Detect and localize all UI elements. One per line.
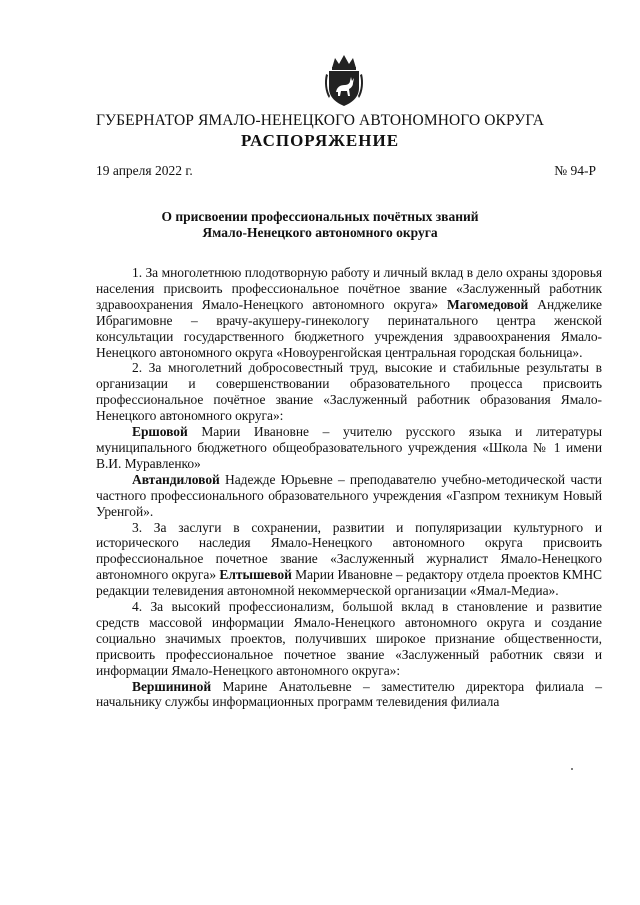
document-type: РАСПОРЯЖЕНИЕ [240, 131, 400, 150]
paragraph-2b [96, 472, 602, 520]
document-subject [0, 209, 640, 241]
paragraph-1-name: Магомедовой [447, 296, 529, 312]
paragraph-3 [96, 520, 602, 600]
subject-line-1: О присвоении профессиональных почётных званий [161, 209, 479, 224]
paragraph-2b-name: Автандиловой [132, 471, 220, 487]
paragraph-3-pre: 3. За заслуги в сохранении, развитии и популяризации культурного и исторического наследия Ямало-Ненецкого автономного округа присвоить профессиональное почетное звание «Заслуженный журналист Ямало-Ненецкого автономного округа» [96, 519, 602, 583]
paragraph-2b-post: Надежде Юрьевне – преподавателю учебно-методической части частного профессионального образовательного учреждения «Газпром техникум Новый Уренгой». [96, 471, 602, 519]
coat-of-arms-icon [323, 52, 365, 108]
paragraph-4a-post: Марине Анатольевне – заместителю директора филиала – начальнику службы информационных программ телевидения филиала [96, 678, 602, 710]
paragraph-2: 2. За многолетний добросовестный труд, высокие и стабильные результаты в организации и совершенствовании образовательного процесса присвоить профессиональное почётное звание «Заслуженный работник образования Ямало-Ненецкого автономного округа»: [96, 360, 602, 424]
issuing-authority: ГУБЕРНАТОР ЯМАЛО-НЕНЕЦКОГО АВТОНОМНОГО ОКРУГА [95, 112, 545, 129]
paragraph-4a-name: Вершининой [132, 678, 212, 694]
paragraph-1-post: Анджелике Ибрагимовне – врачу-акушеру-гинекологу перинатального центра женской консультации государственного бюджетного учреждения здравоохранения Ямало-Ненецкого автономного округа «Новоуренгойская центральная городская больница». [96, 296, 602, 360]
paragraph-3-name: Елтышевой [219, 567, 292, 583]
paragraph-3-post: Марии Ивановне – редактору отдела проектов КМНС редакции телевидения автономной некоммерческой организации «Ямал-Медиа». [96, 567, 602, 599]
paragraph-2a [96, 424, 602, 472]
paragraph-1 [96, 265, 602, 360]
scan-speck [571, 768, 573, 770]
paragraph-1-pre: 1. За многолетнюю плодотворную работу и личный вклад в дело охраны здоровья населения присвоить профессиональное почётное звание «Заслуженный работник здравоохранения Ямало-Ненецкого автономного округа» [96, 265, 602, 312]
paragraph-2a-name: Ершовой [132, 424, 188, 440]
subject-line-2: Ямало-Ненецкого автономного округа [202, 225, 438, 240]
document-body [96, 265, 602, 710]
paragraph-2a-post: Марии Ивановне – учителю русского языка и литературы муниципального бюджетного общеобразовательного учреждения «Школа № 1 имени В.И. Муравленко» [96, 424, 602, 471]
paragraph-4: 4. За высокий профессионализм, большой вклад в становление и развитие средств массовой информации Ямало-Ненецкого автономного округа и создание социально значимых проектов, получивших широкое признание общественности, присвоить профессиональное почетное звание «Заслуженный работник связи и информации Ямало-Ненецкого автономного округа»: [96, 599, 602, 678]
document-number: № 94-Р [554, 163, 596, 178]
paragraph-4a [96, 679, 602, 711]
document-date: 19 апреля 2022 г. [96, 163, 193, 178]
